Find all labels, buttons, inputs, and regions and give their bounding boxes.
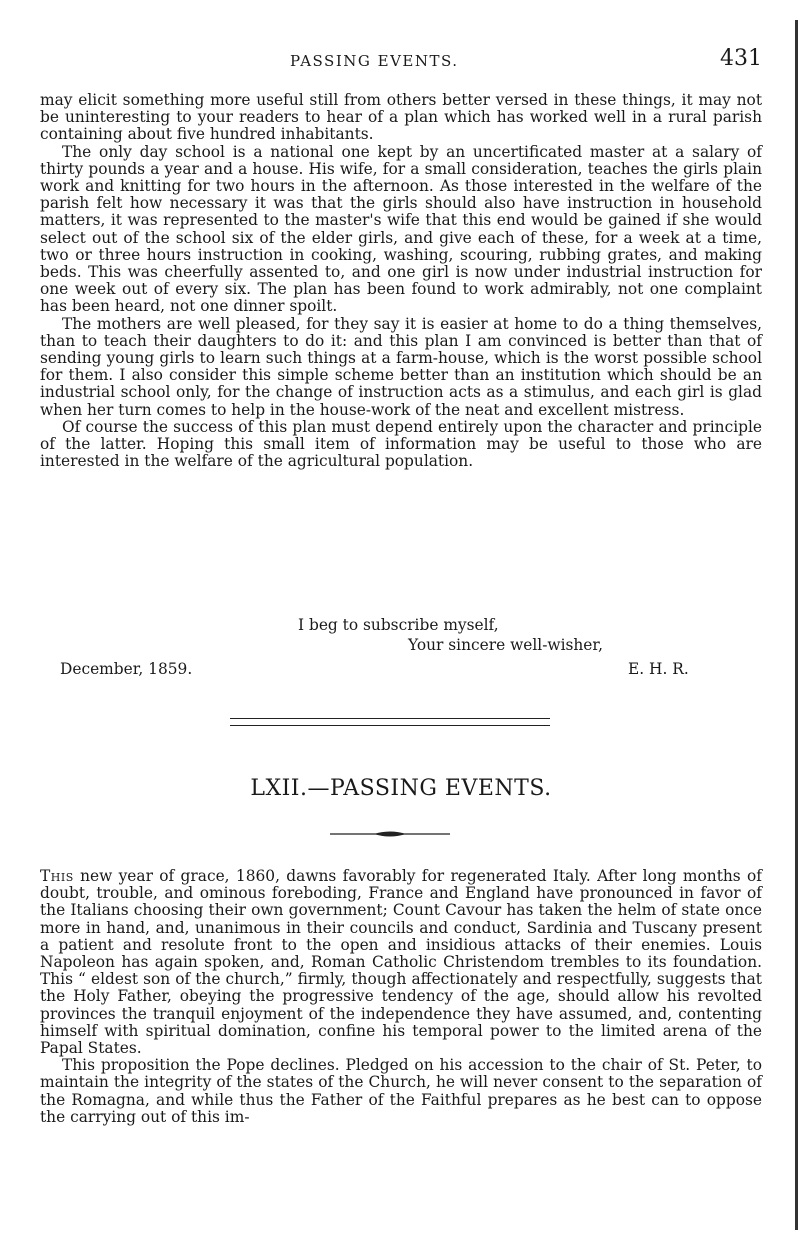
letter-paragraph-4: Of course the success of this plan must depend entirely upon the character and principle of the latter. Hoping this small item of information may be useful to those who are interested in the welfare of the agricultural population. [40,417,762,471]
running-title: PASSING EVENTS. [290,52,459,70]
letter-paragraph-3: The mothers are well pleased, for they say it is easier at home to do a thing themselves, than to teach their daughters to do it: and this plan I am convinced is better than that of sending young girls to learn such things at a farm-house, which is the worst possible school for them. I also consider this simple scheme better than an institution which should be an industrial school only, for the change of instruction acts as a stimulus, and each girl is glad when her turn comes to help in the house-work of the neat and excellent mistress. [40,314,762,419]
page-edge-rule [795,20,798,1230]
letter-paragraph-1: may elicit something more useful still from others better versed in these things, it may not be uninteresting to your readers to hear of a plan which has worked well in a rural parish containing about five hundred inhabitants. [40,91,762,144]
closing-line-1: I beg to subscribe myself, [298,616,499,634]
page [40,0,762,1244]
closing-line-2: Your sincere well-wisher, [408,636,603,654]
page-number: 431 [720,46,762,71]
dropcap-word: This [40,867,74,885]
letter-body [40,92,762,470]
section-paragraph-2: This proposition the Pope declines. Pledged on his accession to the chair of St. Peter, to maintain the integrity of the states of the Church, he will never consent to the separation of the Romagna, and while thus the Father of the Faithful prepares as he best can to oppose the carrying out of this im- [40,1056,762,1126]
section-paragraph-1 [40,868,762,1057]
section-heading: LXII.—PASSING EVENTS. [250,776,552,801]
letter-paragraph-2: The only day school is a national one kept by an uncertificated master at a salary of thirty pounds a year and a house. His wife, for a small consideration, teaches the girls plain work and knitting for two hours in the afternoon. As those interested in the welfare of the parish felt how necessary it was that the girls should also have instruction in household matters, it was represented to the master's wife that this end would be gained if she would select out of the school six of the elder girls, and give each of these, for a week at a time, two or three hours instruction in cooking, washing, scouring, rubbing grates, and making beds. This was cheerfully assented to, and one girl is now under industrial instruction for one week out of every six. The plan has been found to work admirably, not one complaint has been heard, not one dinner spoilt. [40,142,762,316]
ornament-rule [330,830,450,838]
letter-date: December, 1859. [60,660,193,678]
section-paragraph-1-text: new year of grace, 1860, dawns favorably for regenerated Italy. After long months of doubt, trouble, and ominous foreboding, France and England have pronounced in favor of the Italians choosing their own government; Count Cavour has taken the helm of state once more in hand, and, unanimous in their councils and conduct, Sardinia and Tuscany present a patient and resolute front to the open and insidious attacks of their enemies. Louis Napoleon has again spoken, and, Roman Catholic Christendom trembles to its foundation. This “ eldest son of the church,” firmly, though affectionately and respectfully, suggests that the Holy Father, obeying the progressive tendency of the age, should allow his revolted provinces the tranquil enjoyment of the independence they have assumed, and, contenting himself with spiritual domination, confine his temporal power to the limited arena of the Papal States. [40,867,762,1058]
running-head [40,46,762,76]
section-body [40,868,762,1126]
section-divider [230,718,550,726]
letter-initials: E. H. R. [628,660,689,678]
